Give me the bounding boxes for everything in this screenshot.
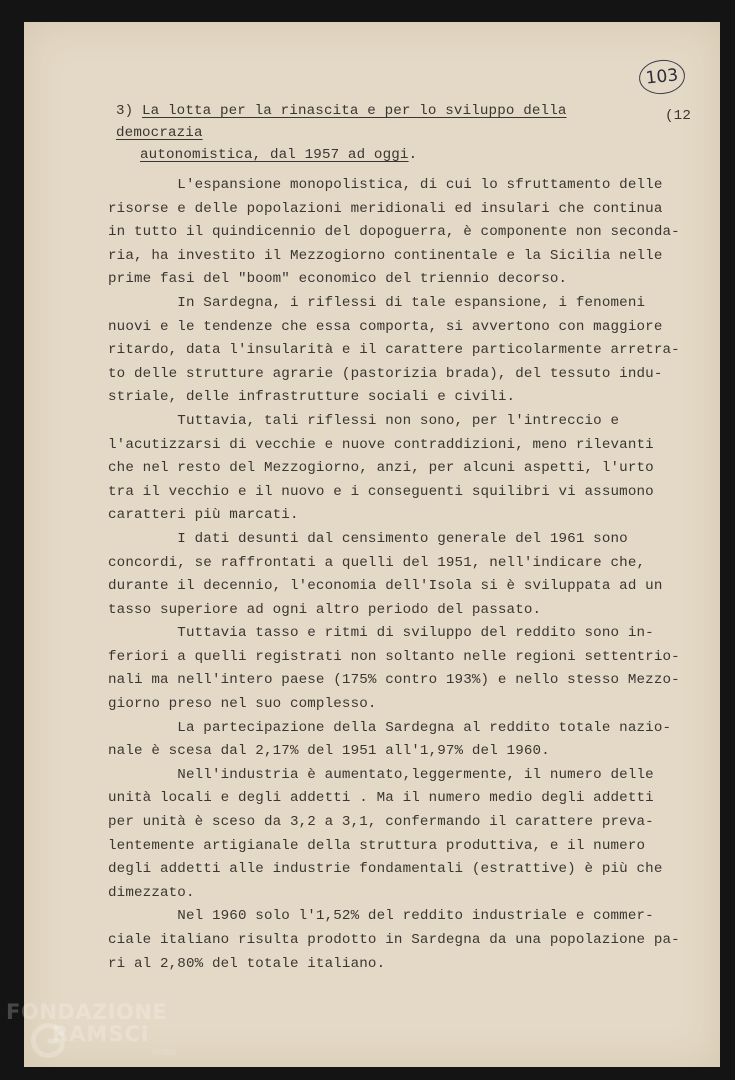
text-line: durante il decennio, l'economia dell'Isola si è sviluppata ad un — [108, 578, 663, 595]
text-line: concordi, se raffrontati a quelli del 1951, nell'indicare che, — [108, 554, 646, 571]
text-line: striale, delle infrastrutture sociali e civili. — [108, 389, 516, 406]
text-line: La partecipazione della Sardegna al reddito totale nazio- — [108, 719, 672, 736]
archive-number-stamp: 103 — [637, 58, 686, 97]
text-line: nali ma nell'intero paese (175% contro 193%) e nello stesso Mezzo- — [108, 672, 680, 689]
text-line: Tuttavia, tali riflessi non sono, per l'intreccio e — [108, 412, 620, 429]
text-line: I dati desunti dal censimento generale del 1961 sono — [108, 530, 628, 547]
text-line: feriori a quelli registrati non soltanto nelle regioni settentrio- — [108, 648, 680, 665]
text-line: che nel resto del Mezzogiorno, anzi, per alcuni aspetti, l'urto — [108, 460, 654, 477]
text-line: Tuttavia tasso e ritmi di sviluppo del reddito sono in- — [108, 625, 654, 642]
text-line: In Sardegna, i riflessi di tale espansione, i fenomeni — [108, 294, 646, 311]
text-line: risorse e delle popolazioni meridionali ed insulari che continua — [108, 200, 663, 217]
text-line: unità locali e degli addetti . Ma il numero medio degli addetti — [108, 790, 654, 807]
heading-line-2-end: . — [408, 147, 418, 163]
heading-line-1: La lotta per la rinascita e per lo sviluppo della democrazia — [116, 103, 567, 141]
text-line: ritardo, data l'insularità e il carattere particolarmente arretra- — [108, 342, 680, 359]
text-line: Nell'industria è aumentato,leggermente, il numero delle — [108, 766, 654, 783]
text-line: ri al 2,80% del totale italiano. — [108, 955, 386, 972]
page-number: (12 — [665, 108, 691, 124]
text-line: tra il vecchio e il nuovo e i conseguenti squilibri vi assumono — [108, 483, 654, 500]
text-line: l'acutizzarsi di vecchie e nuove contraddizioni, meno rilevanti — [108, 436, 654, 453]
text-line: giorno preso nel suo complesso. — [108, 696, 377, 713]
text-line: ciale italiano risulta prodotto in Sardegna da una popolazione pa- — [108, 932, 680, 948]
text-line: to delle strutture agrarie (pastorizia brada), del tessuto indu- — [108, 365, 663, 382]
section-heading — [116, 100, 656, 166]
text-line: L'espansione monopolistica, di cui lo sfruttamento delle — [108, 177, 663, 193]
text-line: in tutto il quindicennio del dopoguerra, è componente non seconda- — [108, 224, 680, 241]
text-line: lentemente artigianale della struttura produttiva, e il numero — [108, 837, 646, 854]
text-line: prime fasi del "boom" economico del triennio decorso. — [108, 271, 568, 288]
heading-number: 3) — [116, 103, 134, 119]
text-line: nuovi e le tendenze che essa comporta, si avvertono con maggiore — [108, 318, 663, 335]
text-line: dimezzato. — [108, 884, 195, 901]
text-line: degli addetti alle industrie fondamentali (estrattive) è più che — [108, 861, 663, 878]
text-line: per unità è sceso da 3,2 a 3,1, confermando il carattere preva- — [108, 814, 654, 831]
text-line: caratteri più marcati. — [108, 507, 299, 524]
body-text — [108, 174, 680, 976]
text-line: tasso superiore ad ogni altro periodo del passato. — [108, 601, 542, 618]
text-line: ria, ha investito il Mezzogiorno continentale e la Sicilia nelle — [108, 247, 663, 264]
watermark-line-2: RAMSCI — [52, 1022, 150, 1046]
text-line: nale è scesa dal 2,17% del 1951 all'1,97% del 1960. — [108, 743, 550, 760]
text-line: Nel 1960 solo l'1,52% del reddito industriale e commer- — [108, 908, 654, 925]
watermark-line-1: FONDAZIONE — [6, 1000, 168, 1024]
fondazione-gramsci-watermark — [6, 998, 196, 1080]
watermark-line-3: onlus — [152, 1048, 177, 1058]
heading-line-2: autonomistica, dal 1957 ad oggi — [140, 147, 409, 163]
